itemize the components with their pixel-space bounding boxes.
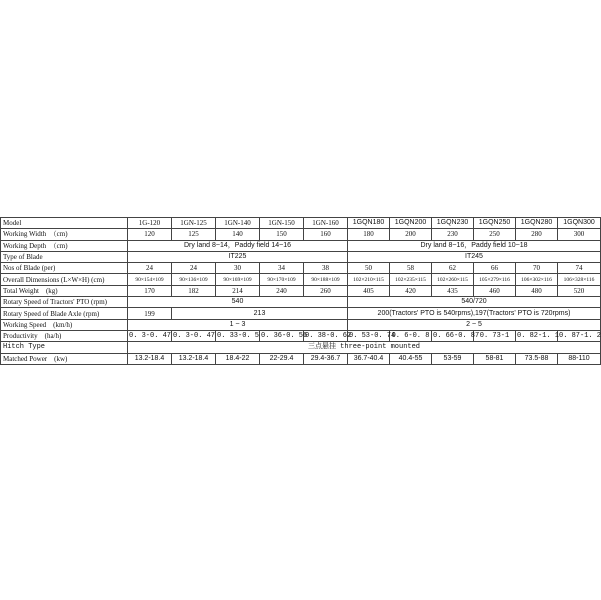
value-cell: 170 — [128, 285, 172, 296]
value-cell: 0. 36-0. 56 — [261, 332, 308, 341]
value-cell: 150 — [260, 229, 304, 240]
value-cell: 0. 66-0. 87 — [433, 332, 480, 341]
value-cell: 214 — [216, 285, 260, 296]
value-cell: 24 — [172, 263, 216, 274]
value-cell: 90×170×109 — [260, 274, 304, 285]
value-cell: 420 — [390, 285, 432, 296]
value-cell-merged: 213 — [172, 308, 348, 319]
row-total-weight — [1, 285, 601, 296]
value-cell: 520 — [558, 285, 601, 296]
value-cell: 50 — [348, 263, 390, 274]
value-cell-merged: IT225 — [128, 251, 348, 262]
value-cell: 182 — [172, 285, 216, 296]
value-cell-merged: 540/720 — [348, 297, 601, 308]
row-label: Hitch Type — [1, 342, 128, 353]
value-cell: 13.2-18.4 — [128, 353, 172, 364]
row-overall-dimensions — [1, 274, 601, 285]
value-cell: 0. 33-0. 5 — [217, 332, 260, 341]
value-cell: 53-59 — [432, 353, 474, 364]
value-cell: 460 — [474, 285, 516, 296]
value-cell: 74 — [558, 263, 601, 274]
value-cell: 0. 3-0. 47 — [173, 332, 216, 341]
model-cell: 1GN-125 — [172, 218, 216, 229]
row-model — [1, 218, 601, 229]
value-cell: 200 — [390, 229, 432, 240]
value-cell: 58-81 — [474, 353, 516, 364]
model-cell: 1GN-140 — [216, 218, 260, 229]
value-cell: 300 — [558, 229, 601, 240]
row-label: Working Width （cm) — [1, 229, 128, 240]
row-label: Productivity (ha/h) — [1, 330, 128, 341]
row-label: Working Depth （cm) — [1, 240, 128, 251]
value-cell: 40.4-55 — [390, 353, 432, 364]
value-cell: 90×188×109 — [304, 274, 348, 285]
value-cell: 36.7-40.4 — [348, 353, 390, 364]
row-label: Rotary Speed of Tractors' PTO (rpm) — [1, 297, 128, 308]
specification-table — [0, 217, 601, 365]
value-cell: 24 — [128, 263, 172, 274]
row-label: Type of Blade — [1, 251, 128, 262]
value-cell: 0. 87-1. 2 — [559, 332, 601, 341]
value-cell: 90×136×109 — [172, 274, 216, 285]
value-cell-merged: 200(Tractors' PTO is 540rpms),197(Tractors' PTO is 720rpms) — [348, 308, 601, 319]
value-cell: 280 — [516, 229, 558, 240]
value-cell: 30 — [216, 263, 260, 274]
value-cell: 140 — [216, 229, 260, 240]
value-cell: 480 — [516, 285, 558, 296]
model-cell: 1G-120 — [128, 218, 172, 229]
value-cell: 106×302×116 — [516, 274, 558, 285]
value-cell-merged: 1 ~ 3 — [128, 319, 348, 330]
value-cell: 70 — [516, 263, 558, 274]
value-cell: 405 — [348, 285, 390, 296]
value-cell: 435 — [432, 285, 474, 296]
value-cell: 0. 38-0. 62 — [305, 332, 352, 341]
value-cell: 0. 82-1. 1 — [517, 332, 560, 341]
model-cell: 1GQN230 — [432, 218, 474, 229]
value-cell: 105×279×116 — [474, 274, 516, 285]
value-cell: 180 — [348, 229, 390, 240]
model-cell: 1GQN200 — [390, 218, 432, 229]
value-cell: 250 — [474, 229, 516, 240]
value-cell: 102×235×115 — [390, 274, 432, 285]
value-cell: 13.2-18.4 — [172, 353, 216, 364]
value-cell: 73.5-88 — [516, 353, 558, 364]
model-cell: 1GN-160 — [304, 218, 348, 229]
row-nos-of-blade — [1, 263, 601, 274]
model-cell: 1GQN250 — [474, 218, 516, 229]
row-label: Overall Dimensions (L×W×H) (cm) — [1, 274, 128, 285]
row-matched-power — [1, 353, 601, 364]
row-working-speed — [1, 319, 601, 330]
row-label: Nos of Blade (per) — [1, 263, 128, 274]
value-cell: 199 — [128, 308, 172, 319]
row-working-depth — [1, 240, 601, 251]
value-cell-merged: 三点悬挂 three-point mounted — [128, 342, 601, 353]
model-cell: 1GQN180 — [348, 218, 390, 229]
value-cell: 90×169×109 — [216, 274, 260, 285]
value-cell: 0. 3-0. 47 — [129, 332, 172, 341]
value-cell: 34 — [260, 263, 304, 274]
value-cell: 260 — [304, 285, 348, 296]
value-cell: 90×154×109 — [128, 274, 172, 285]
model-cell: 1GQN300 — [558, 218, 601, 229]
value-cell-merged: Dry land 8~16，Paddy field 10~18 — [348, 240, 601, 251]
value-cell-merged: IT245 — [348, 251, 601, 262]
value-cell: 0. 53-0. 74 — [349, 332, 396, 341]
value-cell: 240 — [260, 285, 304, 296]
row-working-width — [1, 229, 601, 240]
value-cell: 62 — [432, 263, 474, 274]
row-label: Working Speed (km/h) — [1, 319, 128, 330]
value-cell: 102×210×115 — [348, 274, 390, 285]
row-productivity — [1, 330, 601, 341]
value-cell: 88-110 — [558, 353, 601, 364]
value-cell: 120 — [128, 229, 172, 240]
value-cell: 58 — [390, 263, 432, 274]
row-label: Rotary Speed of Blade Axle (rpm) — [1, 308, 128, 319]
value-cell: 106×328×116 — [558, 274, 601, 285]
value-cell: 38 — [304, 263, 348, 274]
row-rotary-speed-pto — [1, 297, 601, 308]
row-label: Model — [1, 218, 128, 229]
value-cell: 102×260×115 — [432, 274, 474, 285]
value-cell: 230 — [432, 229, 474, 240]
row-hitch-type — [1, 342, 601, 353]
row-type-of-blade — [1, 251, 601, 262]
value-cell: 125 — [172, 229, 216, 240]
model-cell: 1GN-150 — [260, 218, 304, 229]
value-cell-merged: Dry land 8~14，Paddy field 14~16 — [128, 240, 348, 251]
value-cell: 66 — [474, 263, 516, 274]
model-cell: 1GQN280 — [516, 218, 558, 229]
value-cell-merged: 540 — [128, 297, 348, 308]
row-label: Matched Power (kw) — [1, 353, 128, 364]
value-cell: 18.4-22 — [216, 353, 260, 364]
value-cell: 22-29.4 — [260, 353, 304, 364]
value-cell: 0. 73-1 — [474, 330, 516, 341]
row-label: Total Weight (kg) — [1, 285, 128, 296]
value-cell: 160 — [304, 229, 348, 240]
value-cell-merged: 2 ~ 5 — [348, 319, 601, 330]
value-cell: 29.4-36.7 — [304, 353, 348, 364]
row-rotary-speed-blade — [1, 308, 601, 319]
value-cell: 0. 6-0. 8 — [390, 330, 432, 341]
